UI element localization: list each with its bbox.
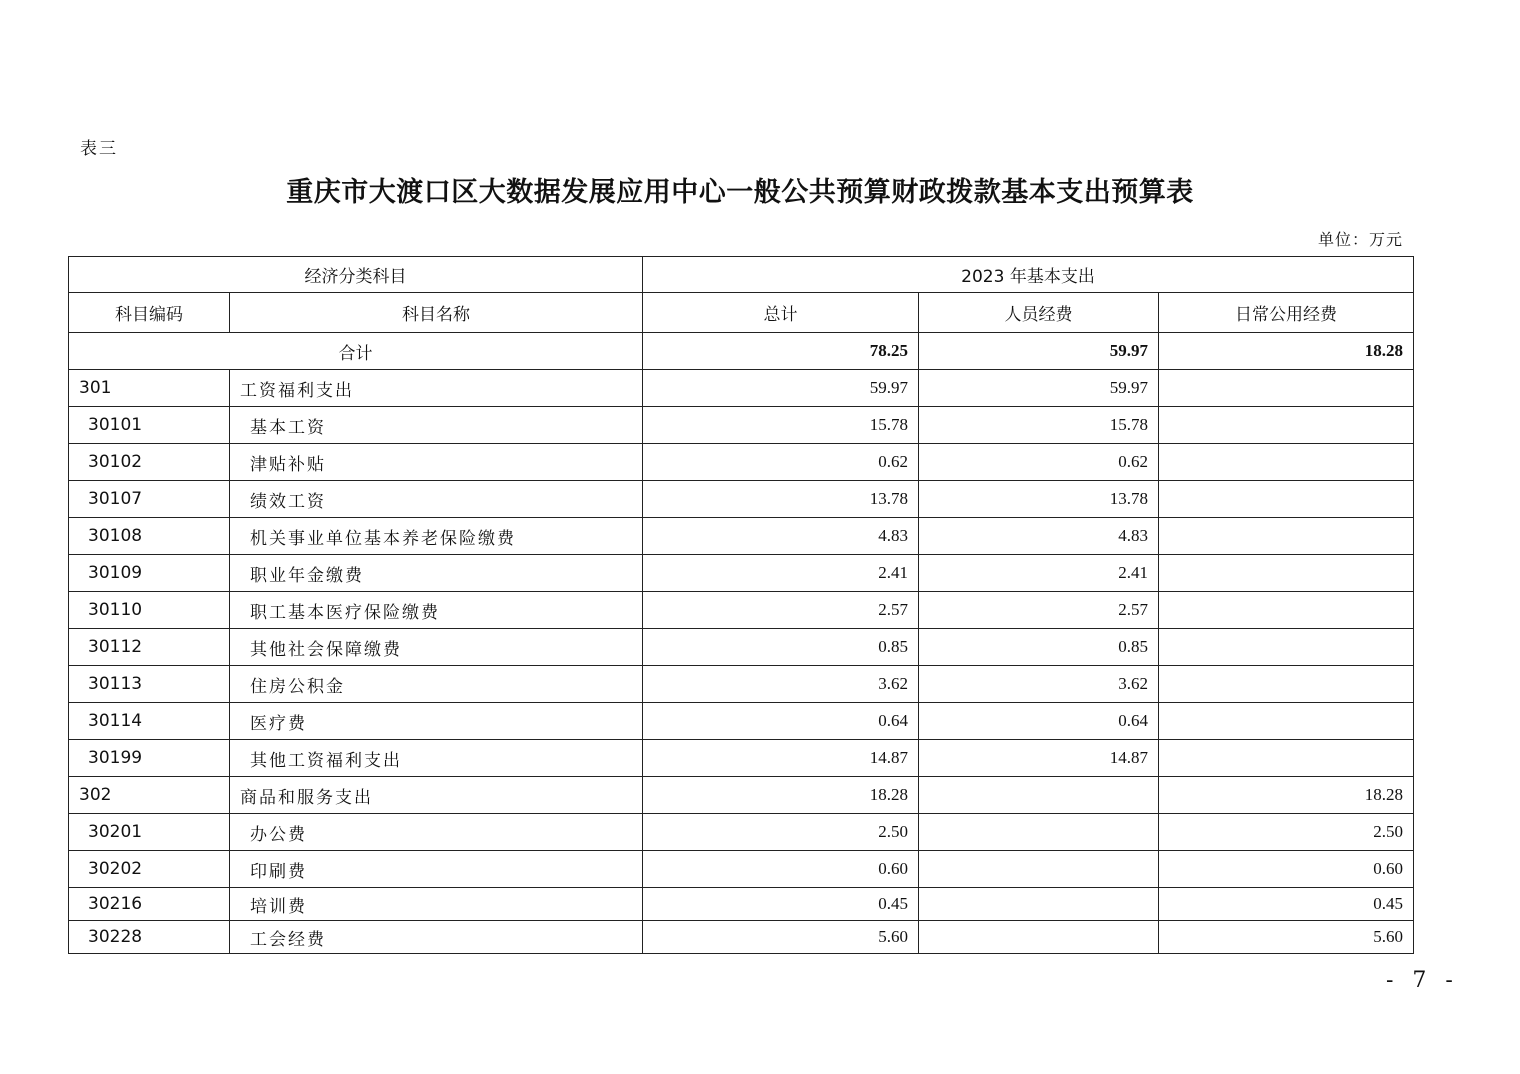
table-row [69,666,1414,703]
row-personnel [919,888,1159,921]
row-public [1159,666,1414,703]
summary-public: 18.28 [1159,333,1414,370]
row-personnel: 4.83 [919,518,1159,555]
table-row [69,370,1414,407]
row-total: 0.64 [643,703,919,740]
row-public [1159,555,1414,592]
row-public: 0.45 [1159,888,1414,921]
row-code: 30113 [69,666,230,703]
row-personnel: 0.64 [919,703,1159,740]
row-name: 医疗费 [230,703,643,740]
row-public: 5.60 [1159,921,1414,954]
row-total: 14.87 [643,740,919,777]
table-row [69,444,1414,481]
row-total: 3.62 [643,666,919,703]
row-personnel [919,851,1159,888]
row-code: 30101 [69,407,230,444]
summary-label: 合计 [69,333,643,370]
row-public [1159,740,1414,777]
row-name: 商品和服务支出 [230,777,643,814]
unit-label: 单位：万元 [1317,230,1403,249]
row-name: 工会经费 [230,921,643,954]
row-public [1159,370,1414,407]
row-total: 15.78 [643,407,919,444]
row-total: 0.60 [643,851,919,888]
row-code: 30108 [69,518,230,555]
budget-table [68,256,1414,954]
table-row [69,555,1414,592]
row-personnel: 0.85 [919,629,1159,666]
table-row [69,703,1414,740]
row-total: 59.97 [643,370,919,407]
row-code: 301 [69,370,230,407]
header-column-row [69,293,1414,333]
row-total: 18.28 [643,777,919,814]
row-code: 30216 [69,888,230,921]
row-public [1159,629,1414,666]
table-row [69,777,1414,814]
table-row [69,814,1414,851]
column-header-name: 科目名称 [230,293,643,333]
row-code: 30228 [69,921,230,954]
row-code: 302 [69,777,230,814]
row-name: 津贴补贴 [230,444,643,481]
table-row [69,518,1414,555]
table-row [69,481,1414,518]
row-personnel: 15.78 [919,407,1159,444]
row-total: 2.57 [643,592,919,629]
row-public: 0.60 [1159,851,1414,888]
row-total: 0.45 [643,888,919,921]
row-total: 2.41 [643,555,919,592]
row-public [1159,444,1414,481]
row-personnel: 2.41 [919,555,1159,592]
row-total: 0.62 [643,444,919,481]
row-public [1159,592,1414,629]
row-total: 0.85 [643,629,919,666]
column-header-code: 科目编码 [69,293,230,333]
row-public [1159,407,1414,444]
row-name: 职业年金缴费 [230,555,643,592]
document-title: 重庆市大渡口区大数据发展应用中心一般公共预算财政拨款基本支出预算表 [286,177,1194,208]
row-personnel: 2.57 [919,592,1159,629]
row-total: 5.60 [643,921,919,954]
table-row [69,921,1414,954]
row-code: 30202 [69,851,230,888]
row-name: 印刷费 [230,851,643,888]
row-name: 住房公积金 [230,666,643,703]
table-row [69,592,1414,629]
column-header-total: 总计 [643,293,919,333]
row-code: 30201 [69,814,230,851]
table-row [69,407,1414,444]
summary-row [69,333,1414,370]
column-header-public: 日常公用经费 [1159,293,1414,333]
row-code: 30112 [69,629,230,666]
header-basic-expenditure: 2023 年基本支出 [643,257,1414,293]
row-public [1159,518,1414,555]
header-group-row [69,257,1414,293]
row-public [1159,703,1414,740]
row-code: 30114 [69,703,230,740]
row-code: 30102 [69,444,230,481]
row-name: 绩效工资 [230,481,643,518]
table-row [69,888,1414,921]
row-name: 工资福利支出 [230,370,643,407]
row-public: 2.50 [1159,814,1414,851]
row-name: 其他工资福利支出 [230,740,643,777]
row-total: 13.78 [643,481,919,518]
row-code: 30110 [69,592,230,629]
row-public: 18.28 [1159,777,1414,814]
table-label: 表三 [80,139,118,159]
table-row [69,740,1414,777]
summary-total: 78.25 [643,333,919,370]
row-personnel: 13.78 [919,481,1159,518]
row-name: 职工基本医疗保险缴费 [230,592,643,629]
summary-personnel: 59.97 [919,333,1159,370]
row-name: 机关事业单位基本养老保险缴费 [230,518,643,555]
row-personnel: 14.87 [919,740,1159,777]
row-personnel [919,777,1159,814]
row-personnel: 3.62 [919,666,1159,703]
row-name: 办公费 [230,814,643,851]
table-row [69,629,1414,666]
table-row [69,851,1414,888]
row-personnel: 59.97 [919,370,1159,407]
row-code: 30107 [69,481,230,518]
header-economic-category: 经济分类科目 [69,257,643,293]
row-name: 基本工资 [230,407,643,444]
row-code: 30109 [69,555,230,592]
row-personnel: 0.62 [919,444,1159,481]
row-public [1159,481,1414,518]
row-personnel [919,921,1159,954]
row-code: 30199 [69,740,230,777]
column-header-personnel: 人员经费 [919,293,1159,333]
row-total: 4.83 [643,518,919,555]
row-name: 培训费 [230,888,643,921]
row-name: 其他社会保障缴费 [230,629,643,666]
page-number: - 7 - [1386,968,1459,993]
row-personnel [919,814,1159,851]
row-total: 2.50 [643,814,919,851]
